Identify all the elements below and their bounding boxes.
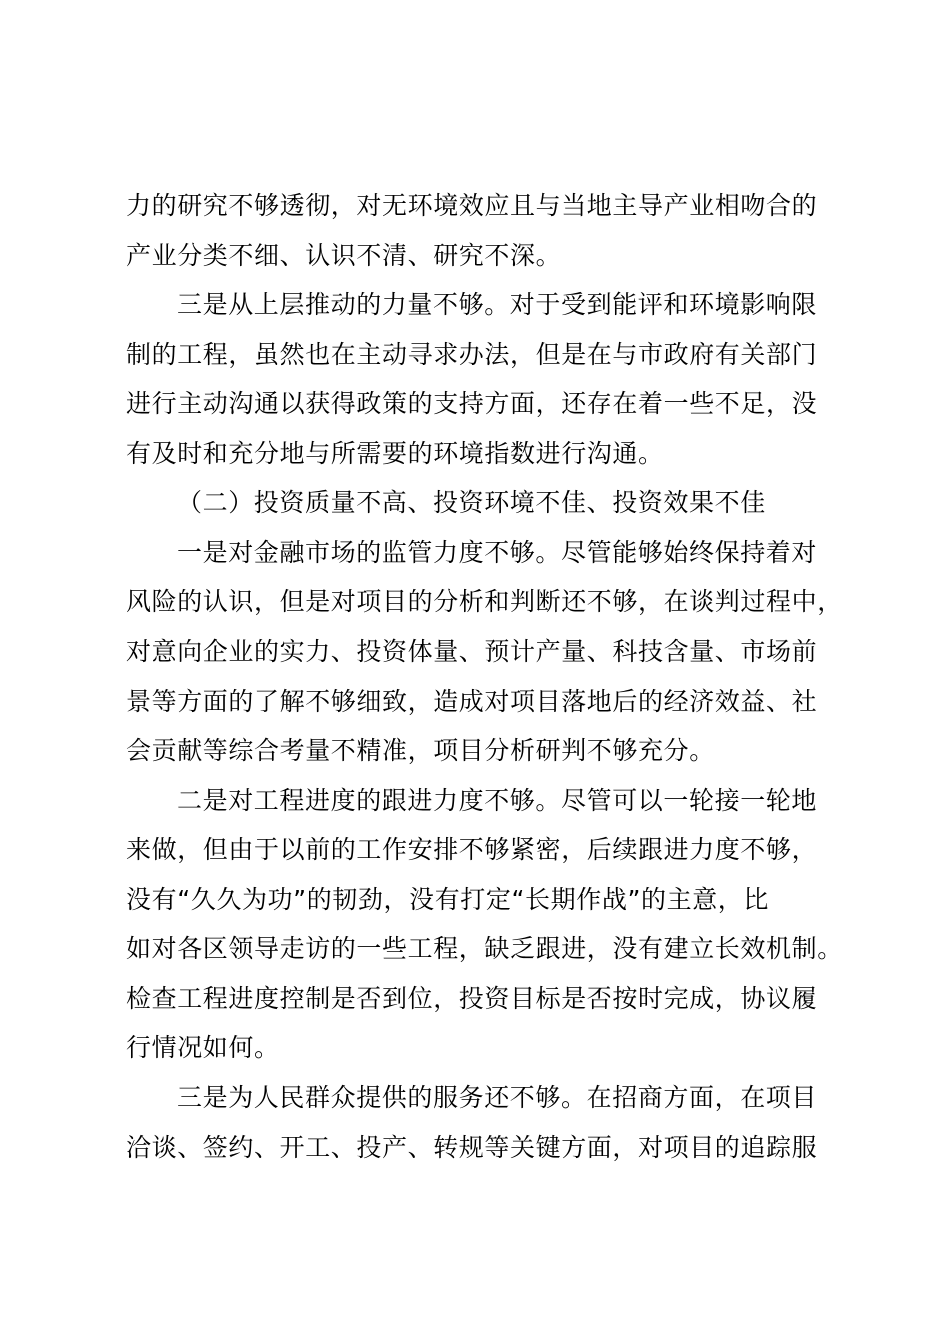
text-line: 风险的认识，但是对项目的分析和判断还不够，在谈判过程中，: [126, 587, 843, 616]
paragraph-start-line: 二是对工程进度的跟进力度不够。尽管可以一轮接一轮地: [177, 786, 818, 815]
text-line: 没有“久久为功”的韧劲，没有打定“长期作战”的主意，比: [126, 885, 770, 914]
text-line: 景等方面的了解不够细致，造成对项目落地后的经济效益、社: [126, 687, 818, 716]
text-line: 行情况如何。: [126, 1033, 280, 1062]
text-line: 如对各区领导走访的一些工程，缺乏跟进，没有建立长效机制。: [126, 934, 843, 963]
paragraph-start-line: 三是从上层推动的力量不够。对于受到能评和环境影响限: [177, 290, 818, 319]
paragraph-start-line: 一是对金融市场的监管力度不够。尽管能够始终保持着对: [177, 538, 818, 567]
text-line: 洽谈、签约、开工、投产、转规等关键方面，对项目的追踪服: [126, 1133, 818, 1162]
text-line: 进行主动沟通以获得政策的支持方面，还存在着一些不足，没: [126, 389, 818, 418]
text-line: 会贡献等综合考量不精准，项目分析研判不够充分。: [126, 736, 715, 765]
paragraph-start-line: 三是为人民群众提供的服务还不够。在招商方面，在项目: [177, 1083, 818, 1112]
text-line: 力的研究不够透彻，对无环境效应且与当地主导产业相吻合的: [126, 191, 818, 220]
text-line: 检查工程进度控制是否到位，投资目标是否按时完成，协议履: [126, 984, 818, 1013]
text-line: 制的工程，虽然也在主动寻求办法，但是在与市政府有关部门: [126, 340, 818, 369]
text-line: 对意向企业的实力、投资体量、预计产量、科技含量、市场前: [126, 637, 818, 666]
text-line: 有及时和充分地与所需要的环境指数进行沟通。: [126, 439, 664, 468]
section-heading: （二）投资质量不高、投资环境不佳、投资效果不佳: [177, 488, 766, 517]
text-line: 产业分类不细、认识不清、研究不深。: [126, 241, 562, 270]
text-line: 来做，但由于以前的工作安排不够紧密，后续跟进力度不够，: [126, 835, 818, 864]
